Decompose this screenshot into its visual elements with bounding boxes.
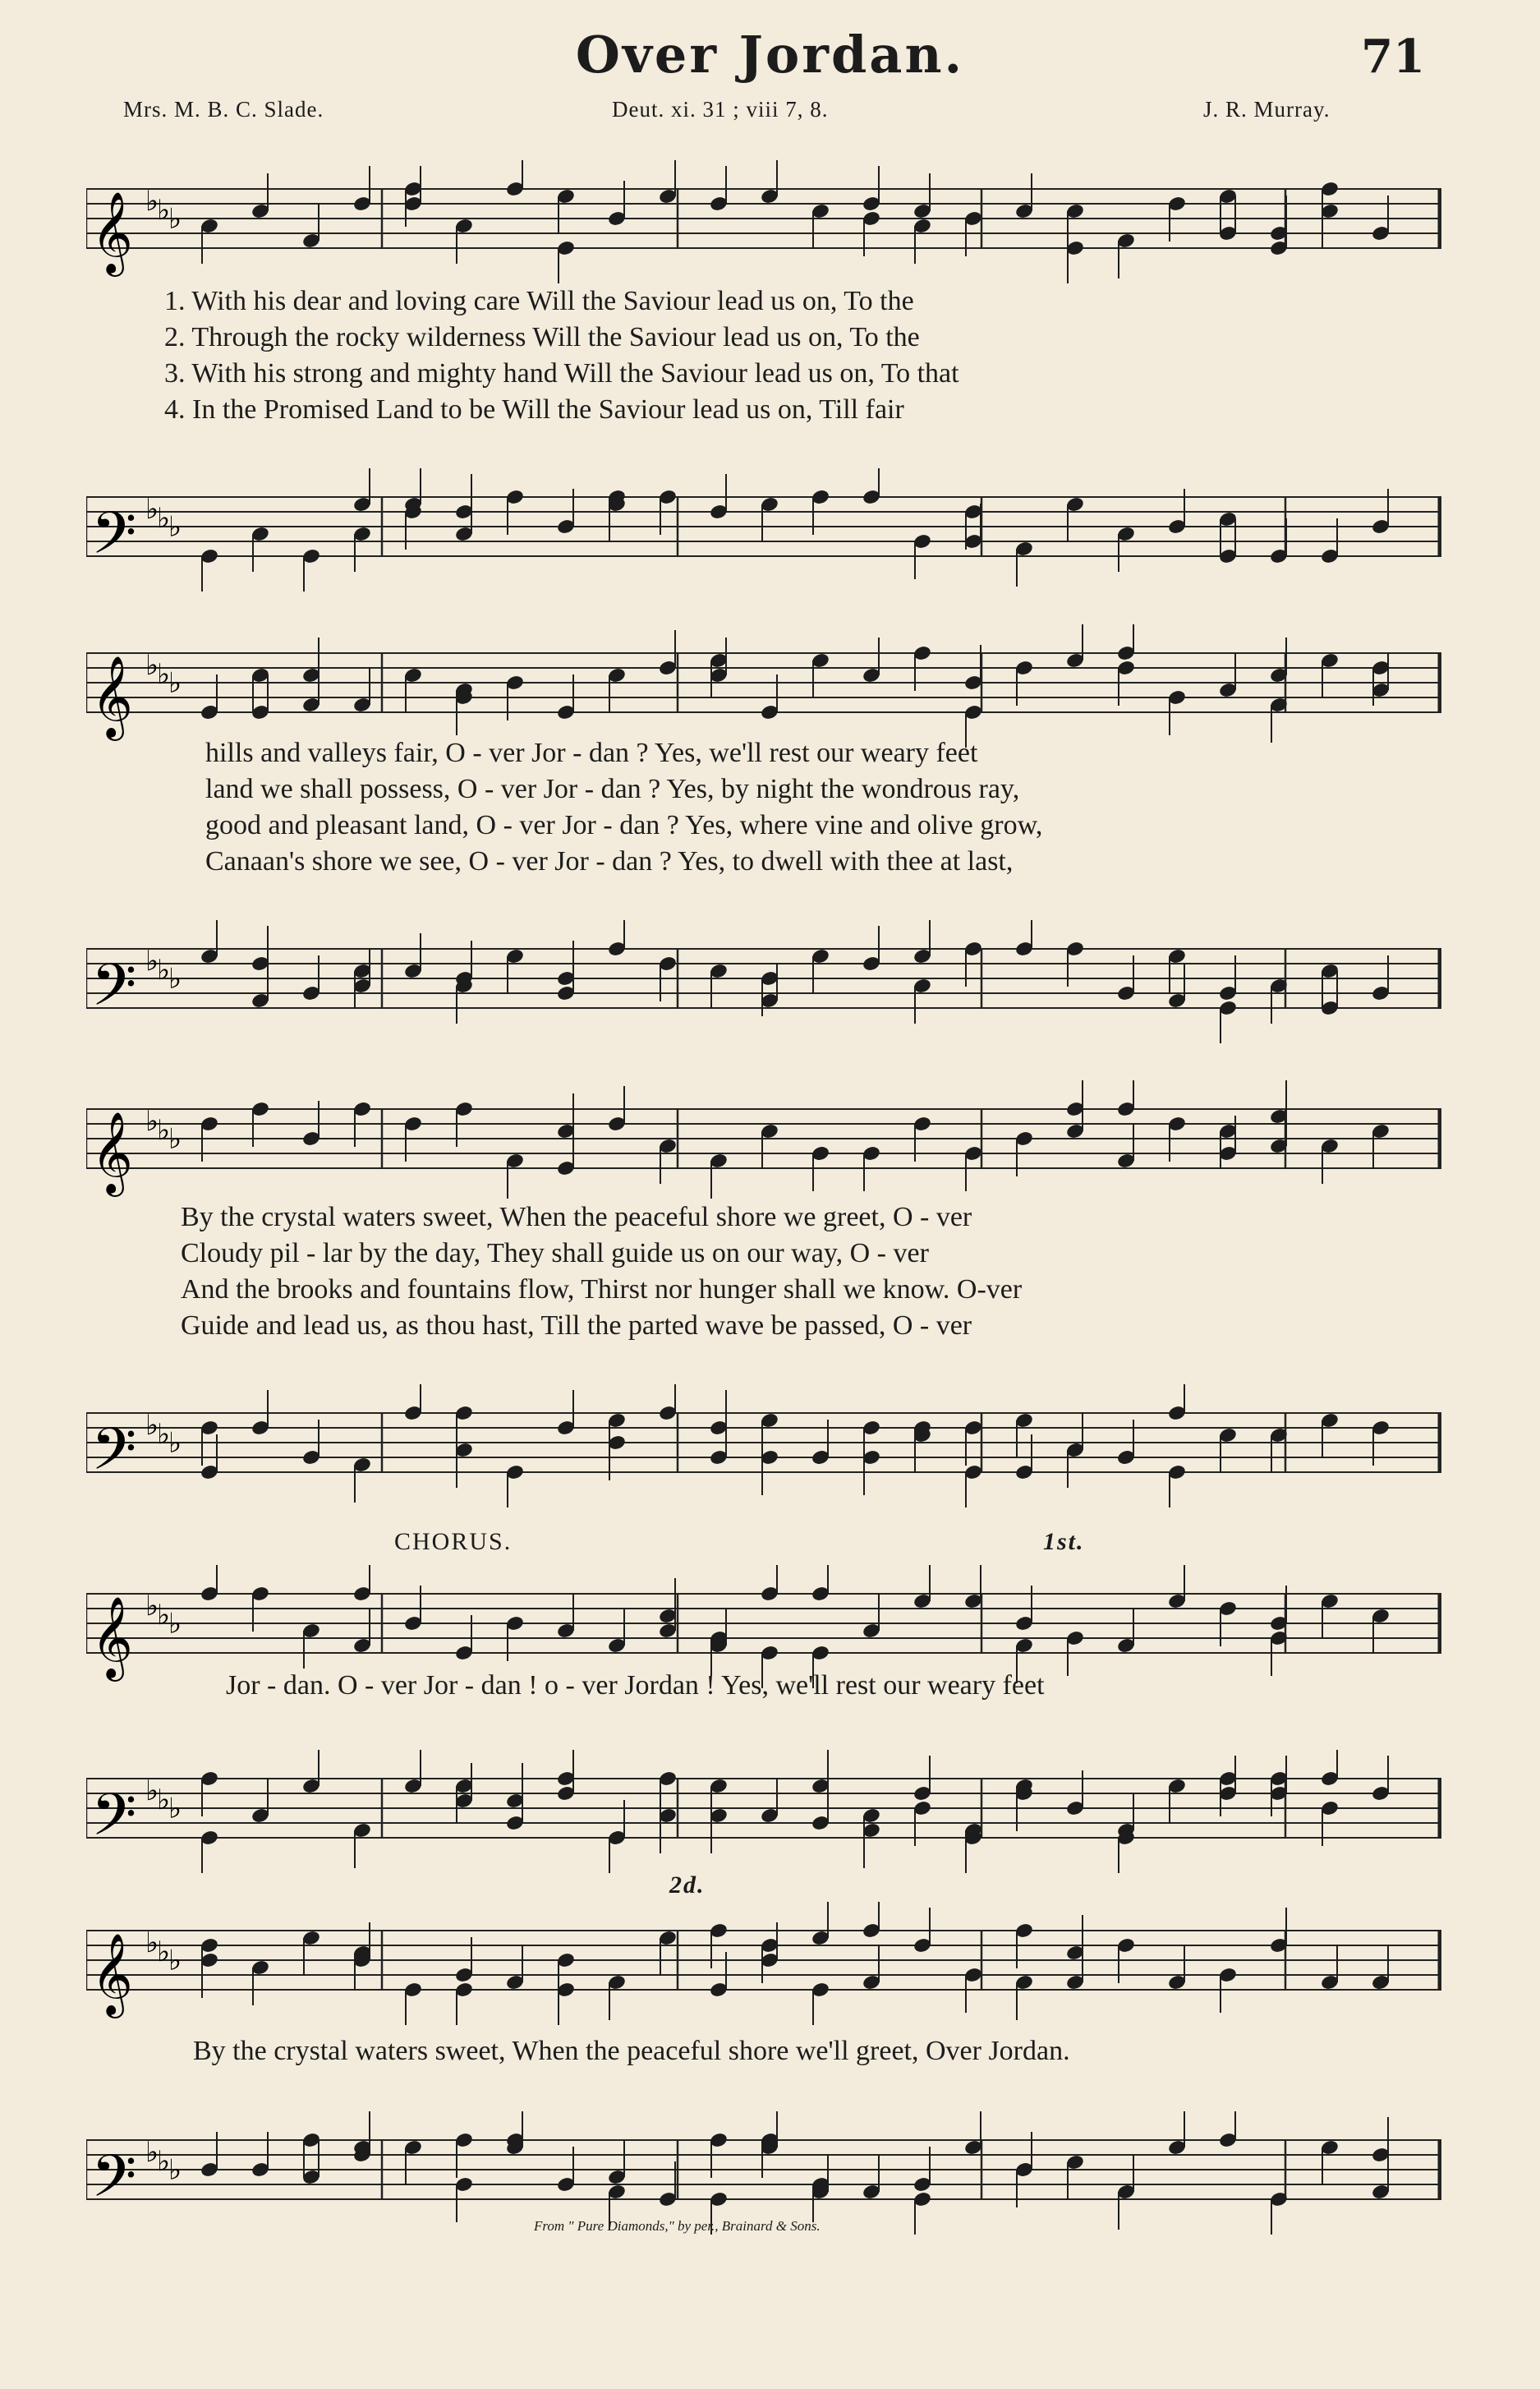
verse-3-lyric: And the brooks and fountains flow, Thirst nor hunger shall we know. O-ver — [181, 1274, 1023, 1305]
verse-4-lyric: 4. In the Promised Land to be Will the Saviour lead us on, Till fair — [164, 394, 904, 425]
chorus-lyric: By the crystal waters sweet, When the peaceful shore we'll greet, Over Jordan. — [193, 2036, 1070, 2066]
flat-icon: ♭ — [168, 1122, 182, 1156]
treble-staff — [86, 1080, 1441, 1204]
treble-clef-icon: 𝄞 — [91, 1596, 133, 1678]
music-system-1 — [86, 140, 1441, 582]
author-credit: Mrs. M. B. C. Slade. — [123, 97, 324, 122]
flat-icon: ♭ — [145, 1105, 159, 1138]
treble-clef-icon: 𝄞 — [91, 191, 133, 274]
music-system-chorus — [86, 1528, 1441, 1873]
chorus-label: CHORUS. — [394, 1528, 513, 1555]
flat-icon: ♭ — [157, 953, 171, 987]
bass-clef-icon: 𝄢 — [91, 2143, 137, 2225]
treble-clef-icon: 𝄞 — [91, 1933, 133, 2015]
verse-2-lyric: land we shall possess, O - ver Jor - dan ? Yes, by night the wondrous ray, — [205, 774, 1020, 804]
verse-3-lyric: good and pleasant land, O - ver Jor - dan ? Yes, where vine and olive grow, — [205, 810, 1043, 840]
bass-clef-icon: 𝄢 — [91, 951, 137, 1033]
bass-staff — [86, 1384, 1441, 1508]
treble-staff — [86, 624, 1441, 748]
bass-staff — [86, 920, 1441, 1043]
verse-4-lyric: Guide and lead us, as thou hast, Till the parted wave be passed, O - ver — [181, 1310, 972, 1341]
flat-icon: ♭ — [157, 1935, 171, 1968]
flat-icon: ♭ — [168, 666, 182, 700]
chorus-lyrics-line-1 — [226, 1668, 1045, 1704]
treble-staff — [86, 1902, 1441, 2025]
flat-icon: ♭ — [157, 1417, 171, 1451]
bass-clef-icon: 𝄢 — [91, 1415, 137, 1498]
verse-1-lyric: 1. With his dear and loving care Will the Saviour lead us on, To the — [164, 286, 914, 316]
verse-2-lyric: 2. Through the rocky wilderness Will the Saviour lead us on, To the — [164, 322, 920, 352]
flat-icon: ♭ — [145, 185, 159, 218]
staff-lines — [86, 160, 1441, 283]
flat-icon: ♭ — [145, 493, 159, 526]
flat-icon: ♭ — [168, 962, 182, 996]
flat-icon: ♭ — [145, 1590, 159, 1623]
bass-staff — [86, 2111, 1441, 2235]
flat-icon: ♭ — [145, 649, 159, 682]
flat-icon: ♭ — [168, 1792, 182, 1825]
flat-icon: ♭ — [145, 1774, 159, 1807]
verse-4-lyric: Canaan's shore we see, O - ver Jor - dan ? Yes, to dwell with thee at last, — [205, 846, 1014, 877]
staff-lines — [86, 1384, 1441, 1508]
page-number: 71 — [1361, 30, 1425, 84]
flat-icon: ♭ — [157, 1783, 171, 1816]
scripture-reference: Deut. xi. 31 ; viii 7, 8. — [612, 97, 829, 122]
second-ending-label: 2d. — [669, 1871, 706, 1899]
verse-lyrics-line-2 — [205, 735, 1042, 880]
verse-1-lyric: By the crystal waters sweet, When the peaceful shore we greet, O - ver — [181, 1202, 972, 1232]
treble-clef-icon: 𝄞 — [91, 656, 133, 738]
verse-2-lyric: Cloudy pil - lar by the day, They shall guide us on our way, O - ver — [181, 1238, 929, 1268]
bass-clef-icon: 𝄢 — [91, 499, 137, 582]
verse-lyrics-line-3 — [181, 1199, 1022, 1344]
staff-lines — [86, 920, 1441, 1043]
flat-icon: ♭ — [145, 2136, 159, 2169]
verse-3-lyric: 3. With his strong and mighty hand Will the Saviour lead us on, To that — [164, 358, 959, 389]
bass-clef-icon: 𝄢 — [91, 1781, 137, 1863]
chorus-lyrics-line-2 — [193, 2033, 1070, 2069]
staff-lines — [86, 1902, 1441, 2025]
first-ending-label: 1st. — [1043, 1528, 1085, 1555]
flat-icon: ♭ — [157, 1113, 171, 1147]
verse-1-lyric: hills and valleys fair, O - ver Jor - dan ? Yes, we'll rest our weary feet — [205, 738, 978, 768]
bass-staff — [86, 468, 1441, 591]
treble-clef-icon: 𝄞 — [91, 1112, 133, 1194]
flat-icon: ♭ — [145, 945, 159, 978]
music-system-5 — [86, 1865, 1441, 2251]
flat-icon: ♭ — [168, 1426, 182, 1460]
music-system-3 — [86, 1056, 1441, 1499]
staff-lines — [86, 1080, 1441, 1204]
composer-credit: J. R. Murray. — [1203, 97, 1331, 122]
flat-icon: ♭ — [145, 1926, 159, 1959]
staff-lines — [86, 468, 1441, 591]
staff-lines — [86, 2111, 1441, 2235]
flat-icon: ♭ — [145, 1409, 159, 1442]
verse-lyrics-line-1 — [164, 283, 959, 428]
chorus-lyric: Jor - dan. O - ver Jor - dan ! o - ver Jordan ! Yes, we'll rest our weary feet — [226, 1670, 1045, 1701]
flat-icon: ♭ — [157, 657, 171, 691]
flat-icon: ♭ — [157, 193, 171, 227]
treble-staff — [86, 160, 1441, 283]
staff-lines — [86, 624, 1441, 748]
bass-staff — [86, 1750, 1441, 1873]
source-footnote: From " Pure Diamonds," by per., Brainard & Sons. — [534, 2218, 821, 2234]
flat-icon: ♭ — [168, 510, 182, 544]
flat-icon: ♭ — [157, 1598, 171, 1632]
flat-icon: ♭ — [168, 1607, 182, 1641]
flat-icon: ♭ — [168, 1944, 182, 1977]
music-system-2 — [86, 604, 1441, 1031]
staff-lines — [86, 1750, 1441, 1873]
flat-icon: ♭ — [157, 501, 171, 535]
page-title: Over Jordan. — [575, 25, 965, 85]
flat-icon: ♭ — [168, 2153, 182, 2187]
flat-icon: ♭ — [168, 202, 182, 236]
flat-icon: ♭ — [157, 2144, 171, 2178]
